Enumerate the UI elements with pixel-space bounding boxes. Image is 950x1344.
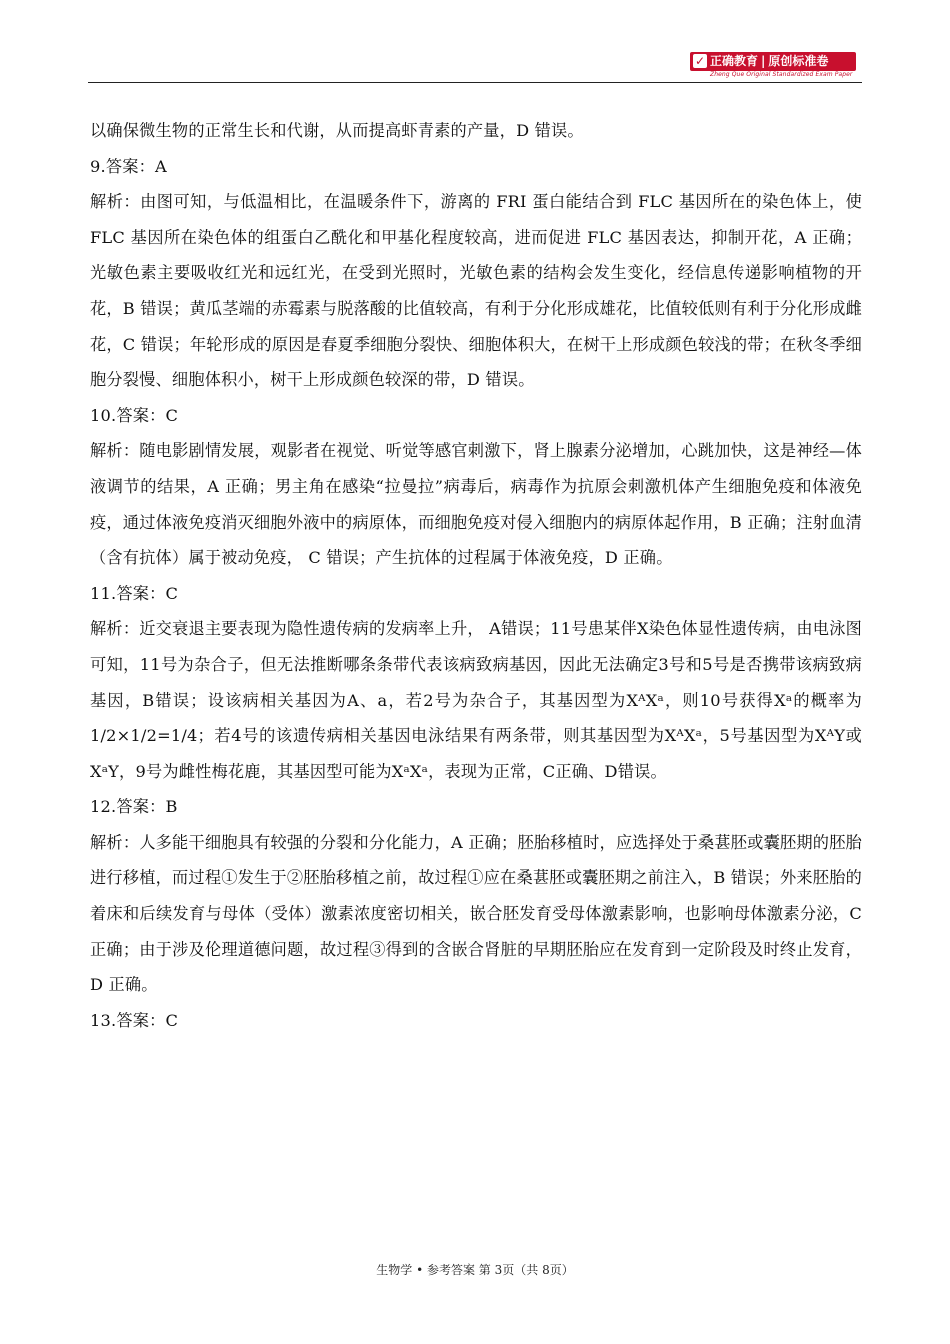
answer-heading: 11.答案：C	[90, 583, 179, 603]
publisher-logo	[690, 52, 860, 80]
header-divider	[88, 82, 862, 83]
answer-heading: 9.答案：A	[90, 156, 167, 176]
answer-heading: 10.答案：C	[90, 405, 179, 425]
page-header	[0, 0, 950, 90]
checkmark-icon: ✓	[694, 54, 706, 68]
logo-subtitle: Zheng Que Original Standardized Exam Paper	[710, 71, 853, 78]
explanation-paragraph: 解析：随电影剧情发展，观影者在视觉、听觉等感官刺激下，肾上腺素分泌增加，心跳加快，这是神经—体液调节的结果，A 正确；男主角在感染“拉曼拉”病毒后，病毒作为抗原会刺激机体产生细胞免疫和体液免疫，通过体液免疫消灭细胞外液中的病原体，而细胞免疫对侵入细胞内的病原体起作用，B 正确；注射血清（含有抗体）属于被动免疫， C 错误；产生抗体的过程属于体液免疫，D 正确。	[90, 441, 862, 568]
answer-heading: 12.答案：B	[90, 797, 178, 817]
explanation-paragraph: 解析：由图可知，与低温相比，在温暖条件下，游离的 FRI 蛋白能结合到 FLC 基因所在的染色体上，使 FLC 基因所在染色体的组蛋白乙酰化和甲基化程度较高，进而促进 FLC 基因表达，抑制开花，A 正确；光敏色素主要吸收红光和远红光，在受到光照时，光敏色素的结构会发生变化，经信息传递影响植物的开花，B 错误；黄瓜茎端的赤霉素与脱落酸的比值较高，有利于分化形成雄花，比值较低则有利于分化形成雌花，C 错误；年轮形成的原因是春夏季细胞分裂快、细胞体积大，在树干上形成颜色较浅的带；在秋冬季细胞分裂慢、细胞体积小，树干上形成颜色较深的带，D 错误。	[90, 192, 862, 390]
logo-main-text: 正确教育	[710, 54, 759, 68]
explanation-paragraph: 解析：近交衰退主要表现为隐性遗传病的发病率上升， A错误；11号患某伴X染色体显性遗传病，由电泳图可知，11号为杂合子，但无法推断哪条条带代表该病致病基因，因此无法确定3号和5号是否携带该病致病基因，B错误；设该病相关基因为A、a，若2号为杂合子，其基因型为XᴬXᵃ，则10号获得Xᵃ的概率为1/2×1/2=1/4；若4号的该遗传病相关基因电泳结果有两条带，则其基因型为XᴬXᵃ，5号基因型为XᴬY或XᵃY，9号为雌性梅花鹿，其基因型可能为XᵃXᵃ，表现为正常，C正确、D错误。	[90, 619, 862, 781]
answer-heading: 13.答案：C	[90, 1010, 179, 1030]
logo-tag-text: 原创标准卷	[768, 54, 829, 68]
explanation-paragraph: 解析：人多能干细胞具有较强的分裂和分化能力，A 正确；胚胎移植时，应选择处于桑葚胚或囊胚期的胚胎进行移植，而过程①发生于②胚胎移植之前，故过程①应在桑葚胚或囊胚期之前注入，B 错误；外来胚胎的着床和后续发育与母体（受体）激素浓度密切相关，嵌合胚发育受母体激素影响，也影响母体激素分泌，C 正确；由于涉及伦理道德问题，故过程③得到的含嵌合肾脏的早期胚胎应在发育到一定阶段及时终止发育，D 正确。	[90, 832, 862, 995]
page-footer: 生物学 • 参考答案 第 3页（共 8页）	[376, 1263, 574, 1277]
logo-divider: |	[761, 54, 766, 68]
paragraph: 以确保微生物的正常生长和代谢，从而提高虾青素的产量，D 错误。	[90, 121, 584, 140]
logo-badge	[690, 52, 856, 71]
answer-content	[90, 113, 862, 1038]
